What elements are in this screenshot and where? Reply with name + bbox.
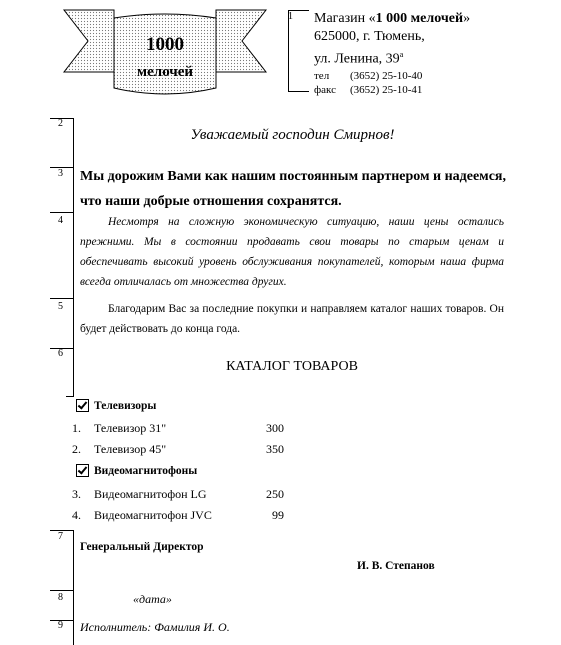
logo-number: 1000 [146,34,184,55]
executor-line: Исполнитель: Фамилия И. О. [80,620,230,634]
margin-line-bottom [73,530,74,645]
catalog-title: КАТАЛОГ ТОВАРОВ [226,359,358,374]
paragraph-thanks: Благодарим Вас за последние покупки и направляем каталог наших товаров. Он будет действовать до конца года. [80,303,504,335]
section-number-4: 4 [58,215,63,226]
marker-5 [50,298,74,299]
catalog-group-tv: Телевизоры [76,399,156,412]
company-phone: тел (3652) 25-10-40 [314,69,423,82]
catalog-row: 1. Телевизор 31" 300 [72,421,284,435]
section-number-9: 9 [58,620,63,631]
marker-4 [50,212,74,213]
logo [62,8,268,98]
logo-word: мелочей [136,64,194,80]
catalog-row: 4. Видеомагнитофон JVC 99 [72,508,284,522]
greeting: Уважаемый господин Смирнов! [190,127,395,143]
margin-line-top [73,118,74,396]
section-number-8: 8 [58,592,63,603]
marker-6-end [66,396,74,397]
signer-name: И. В. Степанов [357,560,435,572]
section-bracket-1 [288,10,309,92]
marker-8 [50,590,74,591]
checkbox-checked-icon [76,399,89,412]
date-placeholder: «дата» [133,592,172,606]
director-title: Генеральный Директор [80,541,204,553]
company-address-city: 625000, г. Тюмень, [314,29,425,44]
catalog-group-vcr: Видеомагнитофоны [76,464,197,477]
paragraph-partnership: Мы дорожим Вами как нашим постоянным партнером и надеемся, что наши добрые отношения сохранятся. [80,169,506,209]
catalog-row: 2. Телевизор 45" 350 [72,442,284,456]
section-number-5: 5 [58,301,63,312]
company-fax: факс (3652) 25-10-41 [314,83,423,96]
catalog-row: 3. Видеомагнитофон LG 250 [72,487,284,501]
company-address-street: ул. Ленина, $39^а$ [314,50,404,67]
section-number-3: 3 [58,168,63,179]
company-name: Магазин «1 000 мелочей» [314,11,471,26]
section-number-6: 6 [58,348,63,359]
company-info [314,10,470,97]
section-number-7: 7 [58,531,63,542]
section-number-1: 1 [288,11,293,22]
paragraph-prices: Несмотря на сложную экономическую ситуацию, наши цены остались прежними. Мы в состоянии продавать свои товары по старым ценам и обеспечивать высокий уровень обслуживания покупателей, которым наша фирма всегда отличалась от множества других. [80,216,504,288]
checkbox-checked-icon [76,464,89,477]
section-number-2: 2 [58,118,63,129]
